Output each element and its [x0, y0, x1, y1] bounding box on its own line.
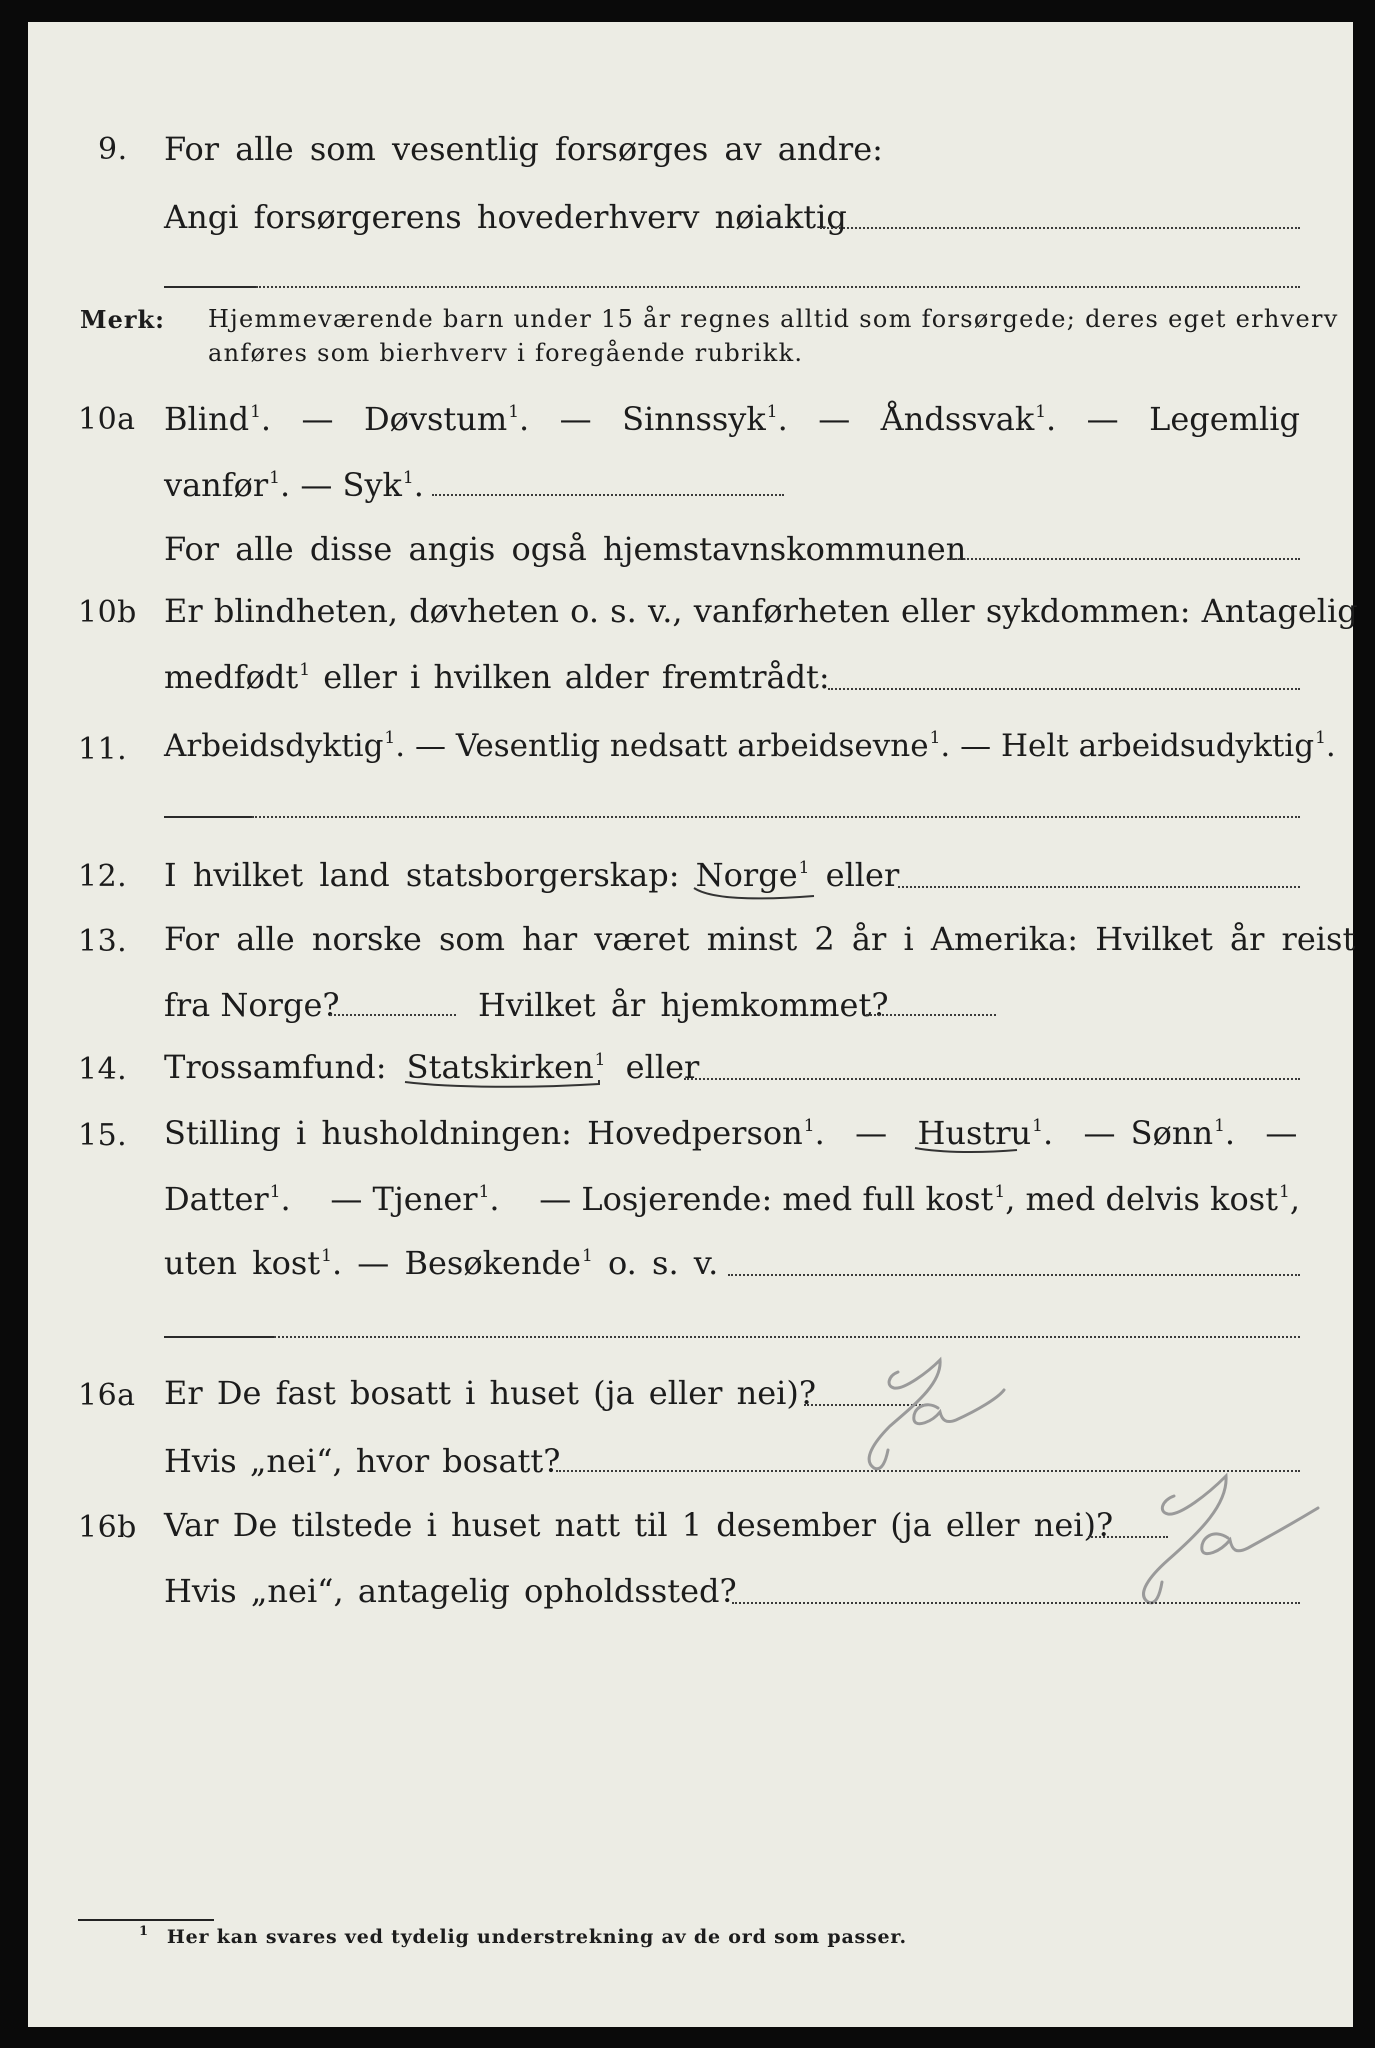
option-besokende[interactable]: — Besøkende$^1$ [357, 1244, 593, 1282]
option-full-kost[interactable]: — Losjerende: med full kost$^1$, med delvis kost$^1$, [539, 1180, 1300, 1218]
question-number-12: 12. [78, 859, 128, 894]
q14-line: Trossamfund: Statskirken$^1$ eller [164, 1048, 699, 1086]
underlined-norge[interactable]: Norge$^1$ [696, 856, 810, 894]
answer-line-q12[interactable] [898, 886, 1300, 888]
answer-line-q9b[interactable] [256, 286, 1300, 288]
q10a-line2 [164, 466, 424, 504]
merk-line2: anføres som bierhverv i foregående rubrikk. [208, 339, 804, 367]
footnote-rule [78, 1919, 214, 1921]
q13-line2a: fra Norge? [164, 986, 340, 1024]
footnote-mark: 1 [139, 1924, 149, 1939]
answer-line-hjemkommet[interactable] [866, 1014, 996, 1016]
question-number-16b: 16b [78, 1510, 137, 1545]
question-number-9: 9. [98, 132, 128, 167]
question-number-11: 11. [78, 732, 128, 767]
question-number-10b: 10b [78, 595, 137, 630]
handwriting-ja-16a [828, 1342, 1058, 1482]
divider-short [164, 816, 252, 818]
dash: — [1086, 400, 1119, 438]
q10b-line1: Er blindheten, døvheten o. s. v., vanførheten eller sykdommen: Antagelig [164, 592, 1358, 630]
option-udyktig[interactable]: — Helt arbeidsudyktig$^1$. [960, 728, 1336, 764]
option-arbeidsdyktig[interactable]: Arbeidsdyktig$^1$. [164, 728, 406, 764]
merk-label: Merk: [80, 305, 165, 334]
option-tjener[interactable]: — Tjener$^1$. [330, 1180, 500, 1218]
handwriting-ja-16b [1108, 1462, 1338, 1612]
q11-line [164, 728, 1336, 764]
q12-line: I hvilket land statsborgerskap: Norge$^1$ eller [164, 856, 899, 894]
question-number-13: 13. [78, 924, 128, 959]
merk-line1: Hjemmeværende barn under 15 år regnes alltid som forsørgede; deres eget erhverv [208, 305, 1339, 333]
q15-line3: uten kost$^1$. — Besøkende$^1$ o. s. v. [164, 1244, 719, 1282]
q16a-line1: Er De fast bosatt i huset (ja eller nei)? [164, 1374, 817, 1412]
question-number-10a: 10a [78, 402, 136, 437]
q9-line2: Angi forsørgerens hovederhverv nøiaktig [164, 198, 847, 236]
option-datter[interactable]: Datter$^1$. [164, 1180, 291, 1218]
answer-line-16b-opholdssted[interactable] [732, 1602, 1300, 1604]
answer-line-q10b[interactable] [828, 688, 1300, 690]
answer-line-reist[interactable] [330, 1014, 456, 1016]
q10a-line3: For alle disse angis også hjemstavnskommunen [164, 530, 967, 568]
option-sinnssyk[interactable]: Sinnssyk$^1$. [622, 400, 788, 438]
dash: — [301, 400, 334, 438]
q16b-line1: Var De tilstede i huset natt til 1 desember (ja eller nei)? [164, 1506, 1114, 1544]
q10a-line1 [164, 400, 1300, 438]
option-hovedperson[interactable]: Stilling i husholdningen: Hovedperson$^1$. [164, 1114, 825, 1152]
dash: — [818, 400, 851, 438]
answer-line-q9[interactable] [820, 227, 1300, 229]
dash: — [559, 400, 592, 438]
underline-stroke [403, 1076, 603, 1098]
answer-line-q15[interactable] [728, 1274, 1300, 1276]
underlined-hustru[interactable]: Hustru$^1$. [917, 1114, 1053, 1152]
q13-line1: For alle norske som har været minst 2 år i Amerika: Hvilket år reist [164, 920, 1356, 958]
underline-stroke [692, 884, 818, 906]
answer-line-q14[interactable] [684, 1078, 1300, 1080]
option-nedsatt[interactable]: — Vesentlig nedsatt arbeidsevne$^1$. [414, 728, 951, 764]
answer-line-q10a[interactable] [432, 494, 784, 496]
option-andssvak[interactable]: Åndssvak$^1$. [880, 400, 1057, 438]
q16b-line2: Hvis „nei“, antagelig opholdssted? [164, 1572, 737, 1610]
option-medfodt[interactable]: medfødt$^1$ [164, 658, 311, 696]
option-uten-kost[interactable]: uten kost$^1$. [164, 1244, 343, 1282]
census-form-page [28, 22, 1358, 2027]
option-dovstum[interactable]: Døvstum$^1$. [363, 400, 530, 438]
answer-line-q15b[interactable] [274, 1336, 1300, 1338]
divider-short [164, 1336, 274, 1338]
question-number-14: 14. [78, 1052, 128, 1087]
option-syk[interactable]: — Syk$^1$. [300, 466, 424, 504]
footnote-text: Her kan svares ved tydelig understrekning av de ord som passer. [166, 1926, 907, 1948]
option-vanfor[interactable]: vanfør$^1$. [164, 466, 291, 504]
handwritten-answer-16b [1108, 1462, 1338, 1616]
q9-line1: For alle som vesentlig forsørges av andre: [164, 130, 883, 168]
q16a-line2: Hvis „nei“, hvor bosatt? [164, 1442, 561, 1480]
answer-line-q11[interactable] [252, 816, 1300, 818]
footnote [138, 1926, 907, 1948]
underline-stroke [913, 1142, 1033, 1164]
q15-line2 [164, 1180, 1300, 1218]
q10b-line2: medfødt$^1$ eller i hvilken alder fremtrådt: [164, 658, 830, 696]
option-sonn[interactable]: — Sønn$^1$. [1083, 1114, 1236, 1152]
question-number-15: 15. [78, 1118, 128, 1153]
answer-line-hjemstavn[interactable] [948, 558, 1300, 560]
option-legemlig[interactable]: Legemlig [1149, 400, 1300, 438]
divider-short [164, 286, 256, 288]
q13-line2b: Hvilket år hjemkommet? [478, 986, 889, 1024]
question-number-16a: 16a [78, 1378, 136, 1413]
underlined-statskirken[interactable]: Statskirken$^1$ [407, 1048, 606, 1086]
option-blind[interactable]: Blind$^1$. [164, 400, 272, 438]
q15-line1: Stilling i husholdningen: Hovedperson$^1$. — Hustru$^1$. — Sønn$^1$. — [164, 1114, 1297, 1152]
handwritten-answer-16a [828, 1342, 1058, 1486]
